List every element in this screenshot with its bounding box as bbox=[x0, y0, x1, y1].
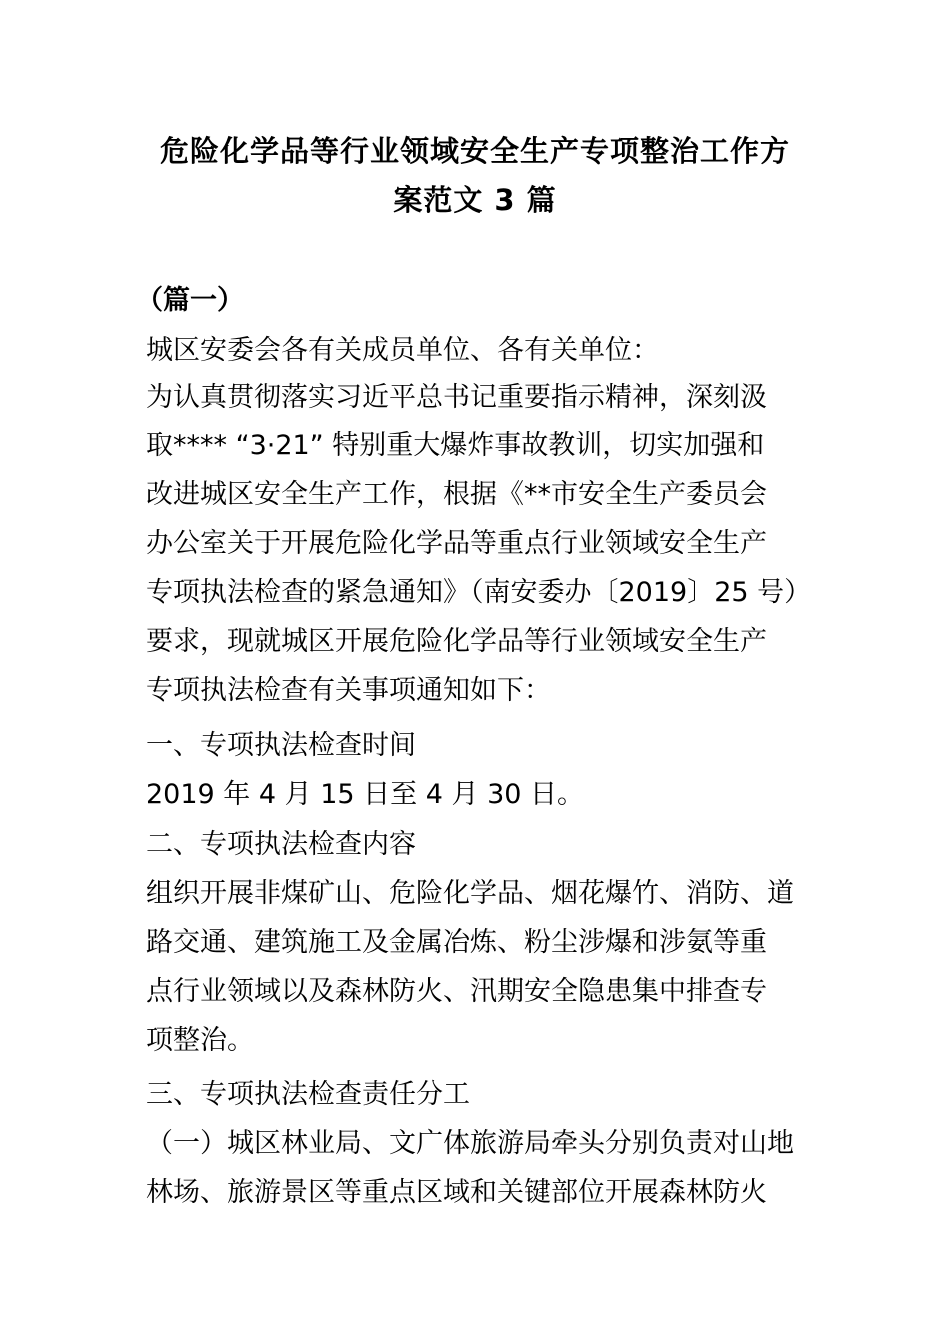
body-line: 点行业领域以及森林防火、汛期安全隐患集中排查专 bbox=[146, 976, 767, 1007]
section-heading: 三、专项执法检查责任分工 bbox=[146, 1079, 470, 1110]
body-line: 林场、旅游景区等重点区域和关键部位开展森林防火 bbox=[146, 1177, 767, 1208]
body-line: （一）城区林业局、文广体旅游局牵头分别负责对山地 bbox=[146, 1128, 794, 1159]
document-title-line-2: 案范文 3 篇 bbox=[393, 183, 557, 217]
body-line: 路交通、建筑施工及金属冶炼、粉尘涉爆和涉氨等重 bbox=[146, 927, 767, 958]
body-line: 要求，现就城区开展危险化学品等行业领域安全生产 bbox=[146, 626, 767, 657]
section-heading: 一、专项执法检查时间 bbox=[146, 730, 416, 761]
body-line: 2019 年 4 月 15 日至 4 月 30 日。 bbox=[146, 779, 585, 810]
section-heading: 二、专项执法检查内容 bbox=[146, 829, 416, 860]
document-title-line-1: 危险化学品等行业领域安全生产专项整治工作方 bbox=[159, 134, 790, 168]
body-line: 城区安委会各有关成员单位、各有关单位： bbox=[146, 335, 659, 366]
section-label: （篇一） bbox=[136, 285, 244, 316]
body-line: 专项执法检查有关事项通知如下： bbox=[146, 675, 551, 706]
body-line: 取**** “3·21” 特别重大爆炸事故教训，切实加强和 bbox=[146, 430, 765, 461]
body-line: 改进城区安全生产工作，根据《**市安全生产委员会 bbox=[146, 479, 767, 510]
body-line: 为认真贯彻落实习近平总书记重要指示精神，深刻汲 bbox=[146, 382, 767, 413]
body-line: 项整治。 bbox=[146, 1025, 254, 1056]
body-line: 专项执法检查的紧急通知》（南安委办〔2019〕25 号） bbox=[146, 577, 812, 608]
body-line: 办公室关于开展危险化学品等重点行业领域安全生产 bbox=[146, 528, 767, 559]
body-line: 组织开展非煤矿山、危险化学品、烟花爆竹、消防、道 bbox=[146, 878, 794, 909]
